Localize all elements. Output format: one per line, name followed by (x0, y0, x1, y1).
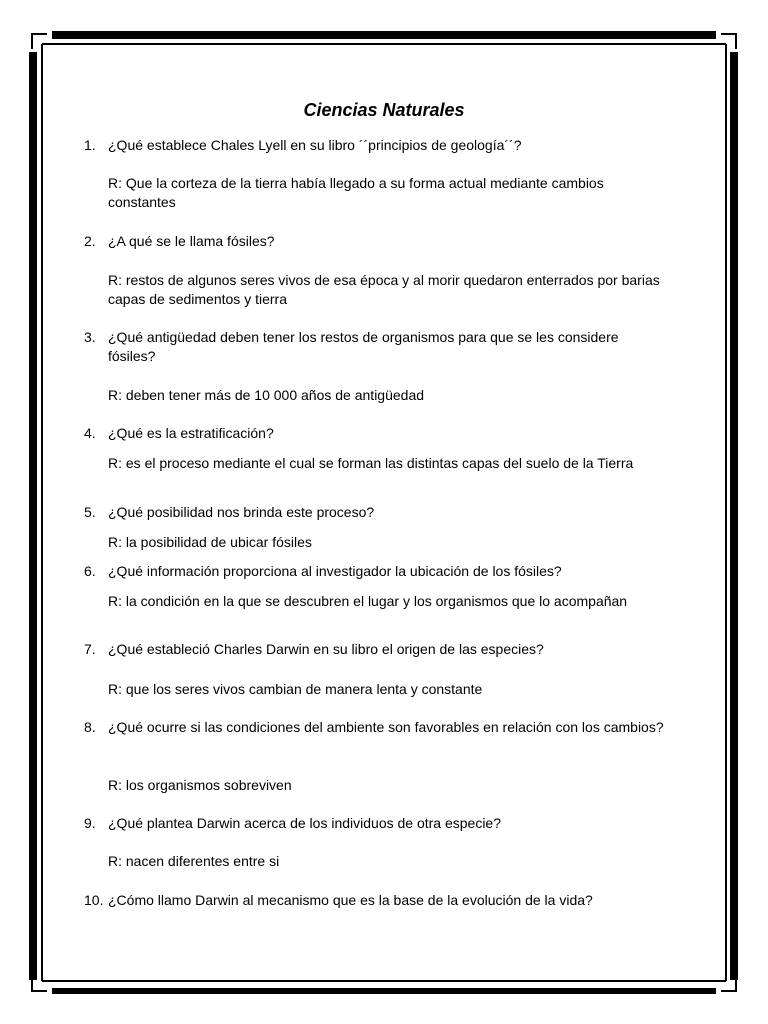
corner-top-right (721, 33, 737, 49)
answer-4: R: es el proceso mediante el cual se forman las distintas capas del suelo de la Tierra (108, 455, 634, 471)
question-text: ¿Qué estableció Charles Darwin en su libro el origen de las especies? (108, 641, 544, 657)
corner-top-left (31, 33, 47, 49)
question-4 (84, 424, 664, 443)
question-3 (84, 328, 664, 366)
question-number: 1. (84, 137, 96, 153)
question-number: 2. (84, 233, 96, 249)
border-top (52, 31, 716, 39)
border-right (730, 52, 738, 980)
question-text: ¿Cómo llamo Darwin al mecanismo que es la base de la evolución de la vida? (108, 892, 593, 908)
answer-1: R: Que la corteza de la tierra había llegado a su forma actual mediante cambios constantes (108, 175, 604, 210)
question-text: ¿Qué posibilidad nos brinda este proceso? (108, 504, 375, 520)
question-number: 7. (84, 641, 96, 657)
question-5 (84, 503, 664, 522)
question-9 (84, 814, 664, 833)
question-2 (84, 232, 664, 251)
page-title: Ciencias Naturales (303, 100, 465, 120)
border-right-inner (725, 44, 727, 981)
question-text: ¿Qué plantea Darwin acerca de los individuos de otra especie? (108, 815, 502, 831)
question-6 (84, 562, 664, 581)
question-text: ¿A qué se le llama fósiles? (108, 233, 275, 249)
question-number: 3. (84, 329, 96, 345)
question-10 (84, 891, 664, 910)
question-number: 5. (84, 504, 96, 520)
question-8 (84, 718, 664, 737)
corner-bottom-right (721, 976, 737, 992)
question-number: 10. (84, 892, 104, 908)
border-bottom-inner (42, 980, 726, 982)
border-bottom (52, 988, 716, 994)
answer-5: R: la posibilidad de ubicar fósiles (108, 534, 312, 550)
corner-bottom-left (31, 976, 47, 992)
answer-2: R: restos de algunos seres vivos de esa época y al morir quedaron enterrados por barias capas de sedimentos y tierra (108, 272, 660, 307)
question-number: 9. (84, 815, 96, 831)
question-number: 6. (84, 563, 96, 579)
question-text: ¿Qué ocurre si las condiciones del ambiente son favorables en relación con los cambios? (108, 719, 664, 735)
border-left-inner (41, 44, 43, 981)
question-text: ¿Qué establece Chales Lyell en su libro ´´principios de geología´´? (108, 137, 522, 153)
answer-8: R: los organismos sobreviven (108, 777, 292, 793)
question-7 (84, 640, 664, 659)
question-1 (84, 136, 664, 155)
answer-6: R: la condición en la que se descubren el lugar y los organismos que lo acompañan (108, 593, 628, 609)
answer-3: R: deben tener más de 10 000 años de antigüedad (108, 387, 425, 403)
question-text: ¿Qué antigüedad deben tener los restos de organismos para que se les considere fósiles? (108, 329, 619, 364)
question-text: ¿Qué información proporciona al investigador la ubicación de los fósiles? (108, 563, 562, 579)
border-top-inner (42, 43, 726, 45)
question-number: 4. (84, 425, 96, 441)
question-number: 8. (84, 719, 96, 735)
border-left (29, 52, 37, 980)
answer-9: R: nacen diferentes entre si (108, 853, 280, 869)
question-text: ¿Qué es la estratificación? (108, 425, 274, 441)
answer-7: R: que los seres vivos cambian de manera lenta y constante (108, 681, 483, 697)
